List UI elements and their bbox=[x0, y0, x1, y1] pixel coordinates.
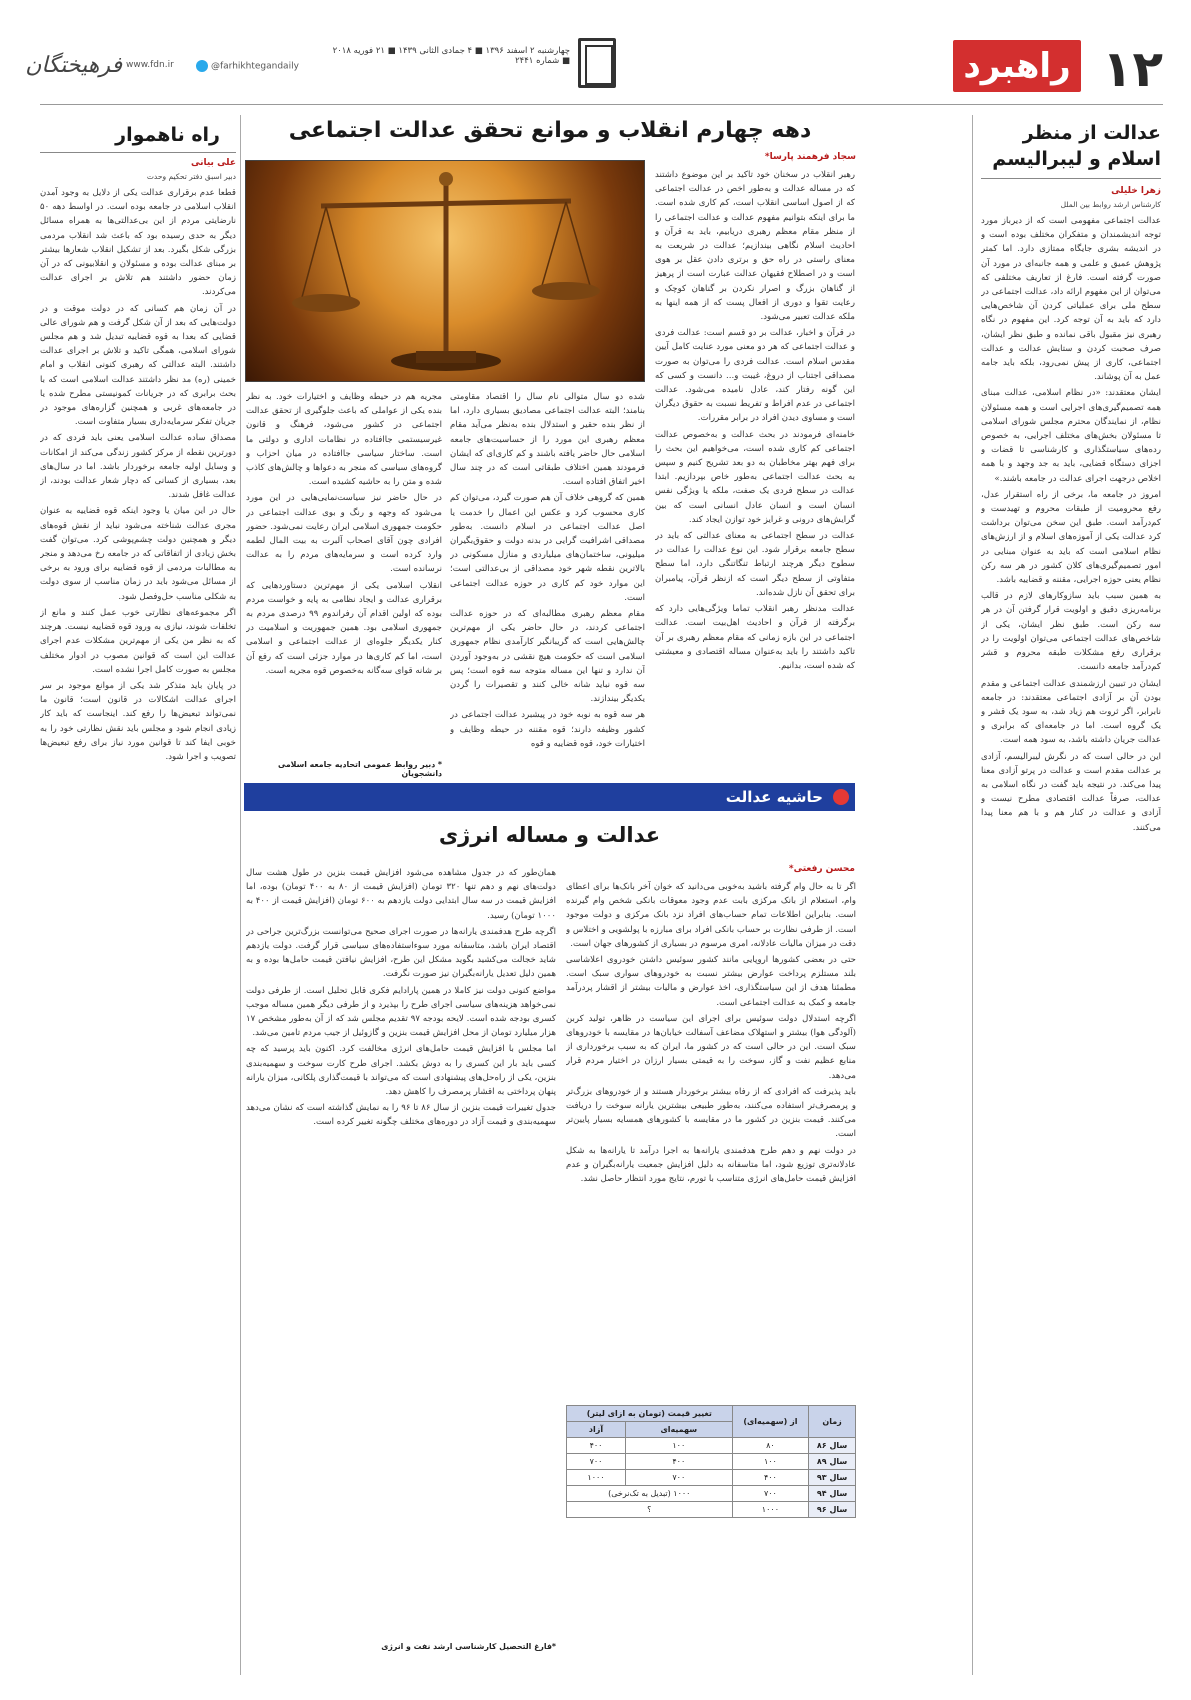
paragraph: همان‌طور که در جدول مشاهده می‌شود افزایش قیمت بنزین در طول هشت سال دولت‌های نهم و دهم تنها ۳۲۰ تومان (افزایش قیمت از ۸۰ به ۴۰۰ تومان) بوده، اما افزایش قیمت در سه سال ابتدایی دولت یازدهم به ۶۰۰ تومان (افزایش قیمت از ۴۰۰ به ۱۰۰۰ تومان) رسید. bbox=[246, 868, 556, 921]
left-sidebar-author-role: دبیر اسبق دفتر تحکیم وحدت bbox=[146, 172, 236, 181]
paragraph: هر سه قوه به نوبه خود در پیشبرد عدالت اجتماعی در کشور وظیفه دارند؛ قوه مقننه در حیطه وظایف و اختیارات خود، قوه قضاییه و قوه bbox=[450, 710, 645, 749]
table-cell-year: سال ۹۳ bbox=[809, 1470, 856, 1486]
right-sidebar-body bbox=[981, 214, 1161, 1654]
price-table bbox=[566, 1405, 856, 1518]
left-sidebar-body bbox=[40, 186, 236, 1656]
table-cell: ۷۰۰ bbox=[567, 1454, 626, 1470]
telegram-icon bbox=[196, 60, 208, 72]
main-article-author: سجاد فرهمند پارسا* bbox=[764, 152, 856, 162]
page-number: ۱۲ bbox=[1101, 40, 1163, 98]
left-sidebar-divider bbox=[40, 152, 236, 153]
table-row bbox=[567, 1438, 856, 1454]
energy-headline: عدالت و مساله انرژی bbox=[438, 823, 661, 847]
main-article-col-right bbox=[655, 168, 855, 773]
table-cell: ؟ bbox=[567, 1502, 733, 1518]
paragraph: عدالت اجتماعی مفهومی است که از دیرباز مورد توجه اندیشمندان و متفکران مختلف بوده است و در اندیشه بشری جایگاه ممتازی دارد. اما کمتر پژوهش عمیق و علمی و همه جانبه‌ای در مورد آن صورت گرفته است. فارغ از تعاریف مختلفی که می‌توان از این مفهوم ارائه داد، عدالت اجتماعی در سطح ملی برای عملیاتی کردن آن شاخص‌هایی دارد که باید به آن توجه کرد. این مفهوم در نگاه رهبری نیز مقبول باقی نمانده و طبق نظر ایشان، صرف صحبت کردن و ستایش عدالت و عدالت اجتماعی، کاری از پیش نمی‌رود، بلکه باید جامه عمل به آن پوشاند. bbox=[981, 216, 1161, 383]
paragraph: همین که گروهی خلاف آن هم صورت گیرد، می‌توان کم کاری محسوب کرد و عکس این اعمال را خدمت یا اصل عدالت اجتماعی در اسلام دانست. به‌طور مصداقی اشرافیت گرایی در بدنه دولت و حقوق‌بگیران میلیونی، ساختمان‌های میلیاردی و منازل مسکونی در بالاترین نقطه شهر خود مصداقی از بی‌عدالتی است؛ این موارد خود کم کاری در حوزه عدالت اجتماعی است. bbox=[450, 493, 645, 603]
masthead-divider bbox=[40, 104, 1163, 105]
table-cell: ۴۰۰ bbox=[732, 1470, 809, 1486]
paragraph: رهبر انقلاب در سخنان خود تاکید بر این موضوع داشتند که در مساله عدالت و به‌طور اخص در عدالت اجتماعی که از اصول اساسی انقلاب است، کم کاری شده است. ما برای اینکه بتوانیم مفهوم عدالت و عدالت اجتماعی را از منظر مقام معظم رهبری دریابیم، باید به قرآن و احادیث اسلام نگاهی بیندازیم؛ عدالت در شریعت به معنای راستی در راه حق و برتری دادن عقل بر هوی است و در اصطلاح فقیهان عدالت عبارت است از پرهیز از گناهان بزرگ و اصرار نکردن بر گناهان کوچک و رعایت تقوا و دوری از افعال پست که از همه اینها به ملکه عدالت تعبیر می‌شود. bbox=[655, 170, 855, 323]
justice-scale-photo bbox=[245, 160, 645, 382]
paragraph: در آن زمان هم کسانی که در دولت موقت و در دولت‌هایی که بعد از آن شکل گرفت و هم شورای عالی قضایی که بعدا به قوه قضاییه تبدیل شد و هم مجلس شورای اسلامی، همگی تاکید و تلاش بر اجرای عدالت داشتند. البته عدالتی که رهبری کنونی انقلاب و امام خمینی (ره) مد نظر داشتند عدالت اسلامی است که با بحث برابری که در جریانات کمونیستی مطرح شده یا در جامعه‌های غربی و همچنین گزاره‌های موجود در جریان تفکر سرمایه‌داری بسیار متفاوت است. bbox=[40, 303, 236, 428]
table-cell-year: سال ۹۴ bbox=[809, 1486, 856, 1502]
column-divider bbox=[240, 115, 241, 1675]
table-cell: ۷۰۰ bbox=[626, 1470, 733, 1486]
paragraph: انقلاب اسلامی یکی از مهم‌ترین دستاوردهایی که برقراری عدالت و ایجاد نظامی به پایه و خواست مردم بوده که اولین اقدام آن رفراندوم ۹۹ درصدی مردم به جمهوری اسلامی بود. همین جمهوریت و اسلامیت در کنار یکدیگر جلوه‌ای از عدالت اجتماعی و اسلامی است، اما کم کاری‌ها در موارد جزئی است که رفع آن بر شانه قوای سه‌گانه به‌خصوص قوه مجریه است. bbox=[246, 580, 442, 676]
energy-article-col-left bbox=[246, 866, 556, 1636]
paragraph: در حال حاضر نیز سیاست‌نمایی‌هایی در این مورد می‌شود که وجهه و رنگ و بوی عدالت اجتماعی در حکومت جمهوری اسلامی ایران رعایت نمی‌شود. حضور افرادی چون آقای اصحاب آلبرت به بیت المال لطمه وارد کرده است و سرمایه‌های مردم را به عدالت نرسانده است. bbox=[246, 493, 442, 575]
dateline: چهارشنبه ۲ اسفند ۱۳۹۶ ■ ۴ جمادی الثانی ۱۴۳۹ ■ ۲۱ فوریه ۲۰۱۸ ■ شماره ۲۴۴۱ bbox=[332, 46, 570, 66]
paragraph: عدالت مدنظر رهبر انقلاب تماما ویژگی‌هایی دارد که برگرفته از قرآن و احادیث اهل‌بیت است. عدالت اجتماعی در این بازه زمانی که مقام معظم رهبری بر آن تاکید داشتند را باید به‌عنوان مساله اقتصادی و معیشتی که شده است، بدانیم. bbox=[655, 604, 855, 671]
column-divider bbox=[972, 115, 973, 1675]
paragraph: حتی در بعضی کشورها اروپایی مانند کشور سوئیس داشتن خودروی اعلاشاسی بلند مستلزم پرداخت عوارض بیشتر نسبت به خودروهای سواری سبک است. مطمئنا هدف از این سیاستگذاری، اخذ عوارض و مالیات بیشتر از اقشار پردرآمد جامعه و کمک به عدالت اجتماعی است. bbox=[566, 955, 856, 1008]
table-cell: ۱۰۰ bbox=[732, 1454, 809, 1470]
table-cell: ۴۰۰ bbox=[626, 1454, 733, 1470]
paragraph: در قرآن و اخبار، عدالت بر دو قسم است: عدالت فردی و عدالت اجتماعی که هر دو معنی مورد عنایت کامل آیین مقدس اسلام است. عدالت فردی را می‌توان به صورت مصداقی اجتناب از دروغ، غیبت و... دانست و کسی که این گونه رفتار کند، عادل نامیده می‌شود. عدالت اجتماعی در عدم افراط و تفریط نسبت به حقوق دیگران است و مساوی دیدن افراد در برابر مقررات. bbox=[655, 328, 855, 424]
main-article-footnote: * دبیر روابط عمومی اتحادیه جامعه اسلامی دانشجویان bbox=[277, 760, 442, 778]
section-bar-label: حاشیه عدالت bbox=[725, 788, 823, 806]
main-headline: دهه چهارم انقلاب و موانع تحقق عدالت اجتماعی bbox=[288, 118, 812, 143]
paragraph: قطعا عدم برقراری عدالت یکی از دلایل به وجود آمدن انقلاب اسلامی در جامعه بوده است. در اواسط دهه ۵۰ نارضایتی مردم از این بی‌عدالتی‌ها به همراه مسائل دیگر به حدی رسیده بود که باعث شد انقلاب مردمی بزرگی شکل بگیرد. بعد از تشکیل انقلاب شعارها بیشتر بر مبنای عدالت بوده و مسئولان و انقلابیونی که در آن زمان حضور داشتند هم تلاش بر اجرای عدالت می‌کردند. bbox=[40, 188, 236, 298]
document-icon bbox=[578, 38, 616, 88]
table-cell: ۱۰۰۰ bbox=[567, 1470, 626, 1486]
table-cell: ۱۰۰۰ (تبدیل به تک‌نرخی) bbox=[567, 1486, 733, 1502]
table-cell-year: سال ۸۹ bbox=[809, 1454, 856, 1470]
paragraph: مقام معظم رهبری مطالبه‌ای که در حوزه عدالت اجتماعی کردند، در حال حاضر یکی از مهم‌ترین چالش‌هایی است که گریبانگیر کارآمدی نظام جمهوری اسلامی است که حکومت هیچ نقشی در به‌وجود آوردن آن ندارد و تنها این مساله متوجه سه قوه است؛ پس سه قوه نباید شانه خالی کنند و تقصیرات را گردن یکدیگر بیندازند. bbox=[450, 609, 645, 705]
paragraph: اگرچه استدلال دولت سوئیس برای اجرای این سیاست در ظاهر، تولید کربن (آلودگی هوا) بیشتر و استهلاک مضاعف آسفالت خیابان‌ها در مقایسه با خودروهای سبک است. این در حالی است که در کشور ما، ایران که به سبب برخورداری از منابع عظیم نفت و گاز، سوخت را به قیمتی بسیار ارزان در اختیار مردم قرار می‌دهد. bbox=[566, 1013, 856, 1081]
paragraph: حال در این میان یا وجود اینکه قوه قضاییه به عنوان مجری عدالت شناخته می‌شود نباید از نقش قوه‌های دیگر و همچنین دولت چشم‌پوشی کرد. می‌توان گفت بخش زیادی از اتفاقاتی که در جامعه رخ می‌دهد و منجر به مطالبات مردمی از قوه قضاییه برای ورود به برخی از مسائل می‌شود باید در زمان مناسب از سوی دولت به شکلی مناسب حل‌وفصل شود. bbox=[40, 506, 236, 602]
table-row bbox=[567, 1486, 856, 1502]
table-cell: ۷۰۰ bbox=[732, 1486, 809, 1502]
right-sidebar-title: عدالت از منظر اسلام و لیبرالیسم bbox=[992, 122, 1161, 170]
paragraph: به همین سبب باید سازوکارهای لازم در قالب برنامه‌ریزی دقیق و اولویت قرار گرفتن آن در هر سه رکن است. طبق نظر ایشان، یکی از شاخص‌های عدالت اجتماعی می‌توان اولویت را در برقراری رفع مشکلات طبقه محروم و قشر کم‌درآمد جامعه دانست. bbox=[981, 591, 1161, 673]
table-header-from: از (سهمیه‌ای) bbox=[732, 1406, 809, 1438]
table-header-free: آزاد bbox=[567, 1422, 626, 1438]
section-bar bbox=[244, 783, 855, 811]
scale-of-justice-icon bbox=[246, 161, 645, 382]
paragraph: ایشان در تبیین ارزشمندی عدالت اجتماعی و مقدم بودن آن بر آزادی اجتماعی معتقدند: در جامعه نابرابر، اگر ثروت هم زیاد شد، به سود یک قشر و یک گروه است. اما در جامعه‌ای که برابری و عدالت جریان داشته باشد، به سود همه است. bbox=[981, 678, 1161, 746]
table-cell-year: سال ۸۶ bbox=[809, 1438, 856, 1454]
table-cell: ۴۰۰ bbox=[567, 1438, 626, 1454]
energy-article-col-right bbox=[566, 880, 856, 1395]
right-sidebar-divider bbox=[981, 178, 1161, 179]
energy-article-author: محسن رفعتی* bbox=[788, 864, 855, 874]
table-cell: ۱۰۰۰ bbox=[732, 1502, 809, 1518]
paragraph: باید پذیرفت که افرادی که از رفاه بیشتر برخوردار هستند و از خودروهای بزرگ‌تر و پرمصرف‌تر استفاده می‌کنند، به‌طور طبیعی بیشترین یارانه سوخت را دریافت می‌کنند. قیمت بنزین در کشور ما در مقایسه با کشورهای همسایه بسیار پایین‌تر است. bbox=[566, 1086, 856, 1140]
right-sidebar-author: زهرا خلیلی bbox=[1111, 186, 1161, 196]
paragraph: ایشان معتقدند: «در نظام اسلامی، عدالت مبنای همه تصمیم‌گیری‌های اجرایی است و همه مسئولان نظام، از نمایندگان محترم مجلس شورای اسلامی تا مسئولان بخش‌های مختلف اجرایی، به خصوص رده‌های سیاستگذاری و کارشناسی تا قضات و اجزای دستگاه قضایی، باید به جد وجهد و با همه اخلاص درجهت اجرای عدالت در جامعه باشند.» bbox=[981, 388, 1161, 484]
paragraph: این در حالی است که در نگرش لیبرالیسم، آزادی بر عدالت مقدم است و عدالت در پرتو آزادی معنا پیدا می‌کند. در نتیجه باید گفت در نگاه اسلامی به عدالت، صرفاً عدالت اقتصادی مطرح نیست و آزادی و عدالت در کنار هم و با هم معنا پیدا می‌کنند. bbox=[981, 751, 1161, 833]
brand-logo: فرهیختگان bbox=[25, 53, 122, 78]
paragraph: خامنه‌ای فرمودند در بحث عدالت و به‌خصوص عدالت اجتماعی کم کاری شده است، می‌خواهیم این بحث را برای فهم بهتر مخاطبان به دو بعد تشریح کنیم و سپس به بحث عدالت اجتماعی به‌طور خاص بپردازیم. ابتدا عدالت در سطح فردی یک صفت، ملکه یا ویژگی نفس انسان است و انسان عادل انسانی است که بین گرایش‌های درونی و غرایز خود توازن ایجاد کند. bbox=[655, 429, 855, 525]
table-row bbox=[567, 1454, 856, 1470]
main-article-col-left bbox=[246, 390, 442, 755]
energy-article-footnote: *فارغ التحصیل کارشناسی ارشد نفت و انرژی bbox=[381, 1642, 556, 1651]
paragraph: اگر تا به حال وام گرفته باشید به‌خوبی می‌دانید که خوان آخر بانک‌ها برای اعطای وام، استعلام از بانک مرکزی بابت عدم وجود معوقات بانکی شخص وام گیرنده است. بنابراین اطلاعات تمام حساب‌های افراد نزد بانک مرکزی و دولت موجود است. از طرفی نظارت بر حساب بانکی افراد برای مبارزه با پولشویی و اختلاس و دقت در میزان مالیات عادلانه، امری مرسوم در بسیاری از کشورهای جهان است. bbox=[566, 882, 856, 949]
table-header-year: زمان bbox=[809, 1406, 856, 1438]
paragraph: اما مجلس با افزایش قیمت حامل‌های انرژی مخالفت کرد. اکنون باید پرسید که چه کسی باید بار این کسری را به دوش بکشد. اجرای طرح کارت سوخت و سهمیه‌بندی بنزین، یکی از راه‌حل‌های پیشنهادی است که می‌تواند با قیمت‌گذاری پلکانی، میزان یارانه پنهان پرداختی به اقشار پرمصرف را کاهش دهد. bbox=[246, 1044, 556, 1098]
paragraph: شده دو سال متوالی نام سال را اقتصاد مقاومتی بنامند؛ البته عدالت اجتماعی مصادیق بسیاری دارد، اما از نظر بنده حقیر و استدلال بنده به‌نظر می‌آید مقام معظم رهبری این مورد را از حساسیت‌های جامعه اسلامی حال حاضر یافته باشند و کم کاری‌ای که ایشان فرمودند همین اختلاف طبقاتی است که در چند سال اخیر اتفاق افتاده است. bbox=[450, 392, 645, 488]
paragraph: عدالت در سطح اجتماعی به معنای عدالتی که باید در سطح جامعه برقرار شود. این نوع عدالت را عدالت در سطوح دیگر هرچند ارتباط تنگاتنگی دارد، اما سطح متفاوتی از سطح دیگر است که ازنظر قرآن، پیامبران برای تحقق آن نازل شده‌اند. bbox=[655, 531, 855, 598]
section-banner: راهبرد bbox=[953, 40, 1081, 92]
table-cell-year: سال ۹۶ bbox=[809, 1502, 856, 1518]
paragraph: اگرچه طرح هدفمندی یارانه‌ها در صورت اجرای صحیح می‌توانست بزرگ‌ترین جراحی در اقتصاد ایران باشد، متاسفانه مورد سوءاستفاده‌های سیاسی قرار گرفت. دولت یازدهم شاید خجالت می‌کشید بگوید مشکل این طرح، افزایش نیافتن قیمت حامل‌ها بوده و به همین دلیل تعدیل یارانه‌بگیران نیز صورت نگرفت. bbox=[246, 926, 556, 980]
paragraph: در پایان باید متذکر شد یکی از موانع موجود بر سر اجرای عدالت اشکالات در قانون است؛ قانون ما نمی‌تواند تبعیض‌ها را رفع کند. اینجاست که باید کار زیادی انجام شود و مجلس باید نقش نظارتی خود را به خوبی ایفا کند تا قوانین مورد نیاز برای رفع تبعیض‌ها تصویب و اجرا شود. bbox=[40, 680, 236, 762]
table-cell: ۸۰ bbox=[732, 1438, 809, 1454]
table-header-quota: سهمیه‌ای bbox=[626, 1422, 733, 1438]
paragraph: مصداق ساده عدالت اسلامی یعنی باید فردی که در دورترین نقطه از مرکز کشور زندگی می‌کند از امکانات و وسایل اولیه جامعه برخوردار باشد. اما در سال‌های بعد، بسیاری از کسانی که دچار شعار عدالت بودند، از عدالت غافل شدند. bbox=[40, 433, 236, 501]
right-sidebar-author-role: کارشناس ارشد روابط بین الملل bbox=[1060, 200, 1161, 209]
telegram-handle[interactable]: @farhikhtegandaily bbox=[196, 60, 336, 72]
paragraph: در دولت نهم و دهم طرح هدفمندی یارانه‌ها به اجرا درآمد تا یارانه‌ها به شکل عادلانه‌تری توزیع شود، اما متاسفانه به دلیل افزایش جمعیت یارانه‌بگیران و عدم افزایش قیمت حامل‌های انرژی متناسب با تورم، نتایج مورد انتظار حاصل نشد. bbox=[566, 1145, 856, 1185]
main-article-col-middle bbox=[450, 390, 645, 773]
table-cell: ۱۰۰ bbox=[626, 1438, 733, 1454]
left-sidebar-title: راه ناهموار bbox=[115, 124, 220, 146]
paragraph: مجریه هم در حیطه وظایف و اختیارات خود. به نظر بنده یکی از عواملی که باعث جلوگیری از تحقق عدالت اجتماعی در کشور می‌شود، فرهنگ و قانون غیرسیستمی جاافتاده در نظامات اداری و دولتی ما است. ساختار سیاسی جاافتاده در میان احزاب و گروه‌های سیاسی که منجر به دعواها و چالش‌های کاذب شده و متن را به حاشیه کشیده است. bbox=[246, 392, 442, 488]
paragraph: امروز در جامعه ما، برخی از راه استقرار عدل، رفع محرومیت از طبقات محروم و تهیدست و کم‌درآمد است. طبق این سخن می‌توان برداشت کرد عدالت یکی از آموزه‌های اسلام و از ارزش‌های نظام اسلامی است که باید به عنوان مبنایی در امور تصمیم‌گیری‌های کلان کشور در هر سه رکن نظام یعنی حوزه اجرایی، مقننه و قضاییه باشد. bbox=[981, 489, 1161, 586]
website-link[interactable]: www.fdn.ir bbox=[126, 60, 174, 70]
paragraph: جدول تغییرات قیمت بنزین از سال ۸۶ تا ۹۶ را به نمایش گذاشته است که نشان می‌دهد سهمیه‌بندی و قیمت آزاد در دوره‌های مختلف چگونه تغییر کرده است. bbox=[246, 1103, 556, 1128]
table-caption: تغییر قیمت (تومان به ازای لیتر) bbox=[567, 1406, 733, 1422]
paragraph: مواضع کنونی دولت نیز کاملا در همین پارادایم فکری قابل تحلیل است. از طرفی دولت نمی‌خواهد هزینه‌های سیاسی اجرای طرح را بپذیرد و از طرفی دیگر همین مساله موجب کسری بودجه شده است. لایحه بودجه ۹۷ تقدیم مجلس شد که از آن به‌طور مشخص ۱۷ هزار میلیارد تومان از محل افزایش قیمت بنزین و گازوئیل از جیب مردم تامین می‌شد. bbox=[246, 985, 556, 1039]
paragraph: اگر مجموعه‌های نظارتی خوب عمل کنند و مانع از تخلفات شوند، نیازی به ورود قوه قضاییه نیست. هرچند که به نظر من یکی از مهم‌ترین مشکلات عدم اجرای عدالت این است که قوانین مصوب در ادوار مختلف مجلس به صورت کامل اجرا نشده است. bbox=[40, 607, 236, 675]
left-sidebar-author: علی بیانی bbox=[191, 158, 236, 168]
table-row bbox=[567, 1470, 856, 1486]
masthead bbox=[0, 0, 1191, 110]
table-row bbox=[567, 1502, 856, 1518]
